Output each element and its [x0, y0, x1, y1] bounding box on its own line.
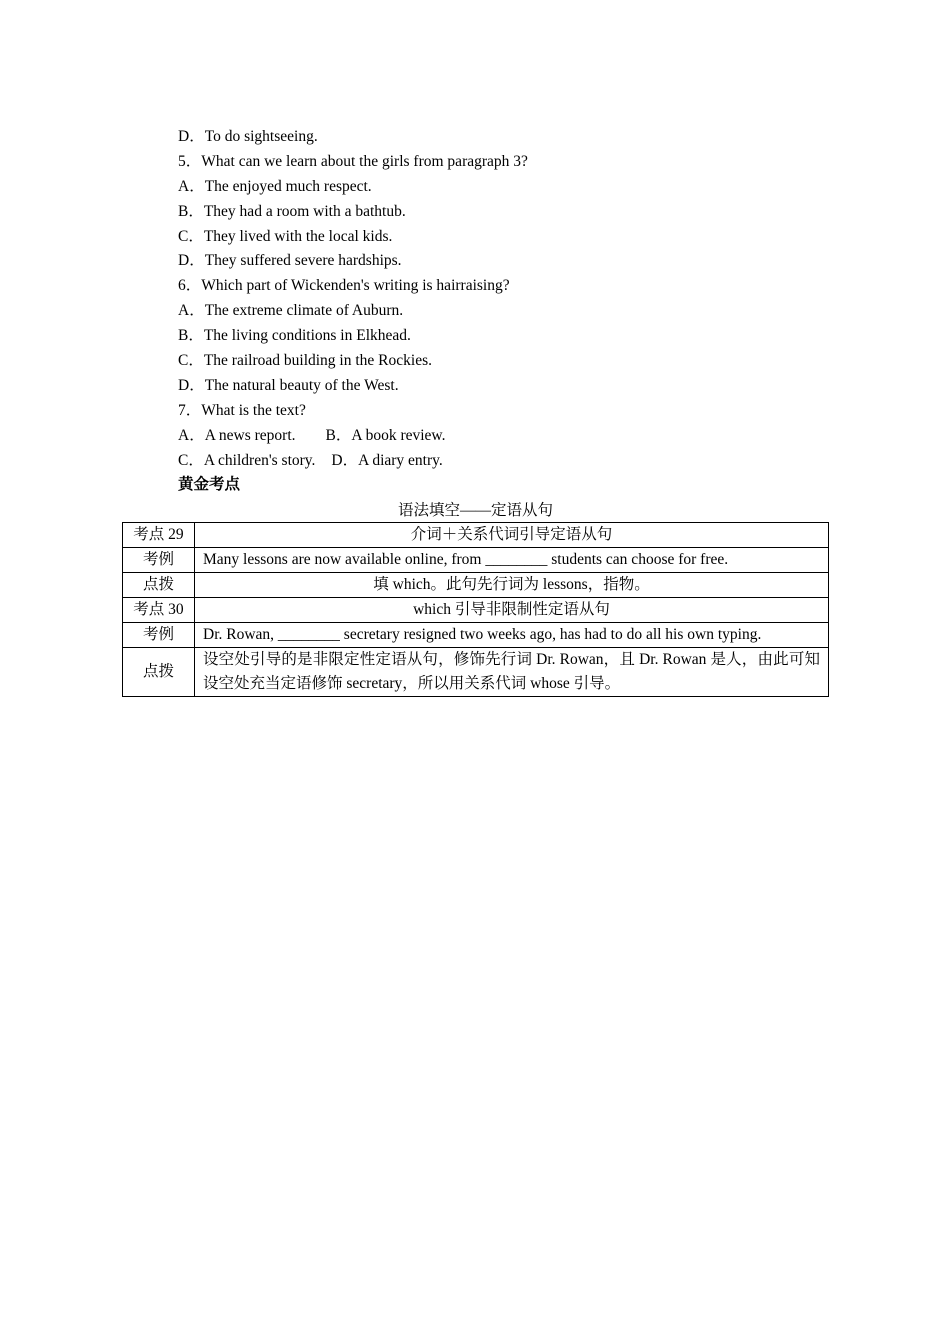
table-row	[123, 648, 829, 697]
q6-option-a: A．The extreme climate of Auburn.	[178, 302, 404, 320]
tip-text: 设空处引导的是非限定性定语从句，修饰先行词 Dr. Rowan，且 Dr. Rowan 是人，由此可知设空处充当定语修饰 secretary，所以用关系代词 whose 引导。	[195, 648, 829, 697]
q7-option-d: D．A diary entry.	[331, 451, 443, 469]
q5-stem: 5．What can we learn about the girls from paragraph 3?	[178, 152, 528, 170]
tip-text: 填 which。此句先行词为 lessons，指物。	[195, 573, 829, 598]
q7-option-a: A．A news report.	[178, 426, 296, 444]
q5-option-d: D．They suffered severe hardships.	[178, 252, 402, 270]
table-row	[123, 623, 829, 648]
table-row	[123, 523, 829, 548]
point-label: 考点 29	[123, 523, 195, 548]
point-label: 考点 30	[123, 598, 195, 623]
point-topic: 介词＋关系代词引导定语从句	[195, 523, 829, 548]
q7-options-row-2	[178, 449, 828, 474]
point-topic: which 引导非限制性定语从句	[195, 598, 829, 623]
q6-option-d: D．The natural beauty of the West.	[178, 376, 399, 394]
grammar-table	[122, 522, 829, 697]
q6-option-b: B．The living conditions in Elkhead.	[178, 327, 411, 345]
q5-option-a: A．The enjoyed much respect.	[178, 177, 372, 195]
table-row	[123, 548, 829, 573]
q6-option-c: C．The railroad building in the Rockies.	[178, 352, 432, 370]
example-sentence: Many lessons are now available online, from ________ students can choose for free.	[195, 548, 829, 573]
section-heading: 黄金考点	[178, 476, 241, 494]
tip-label: 点拨	[123, 648, 195, 697]
question-list	[178, 125, 828, 498]
tip-label: 点拨	[123, 573, 195, 598]
table-title: 语法填空——定语从句	[397, 502, 553, 519]
example-label: 考例	[123, 623, 195, 648]
q7-stem: 7．What is the text?	[178, 401, 306, 419]
q5-option-b: B．They had a room with a bathtub.	[178, 202, 406, 220]
q4-option-d: D．To do sightseeing.	[178, 128, 318, 145]
table-row	[123, 573, 829, 598]
q7-option-b: B．A book review.	[325, 426, 446, 444]
table-row	[123, 598, 829, 623]
q7-option-c: C．A children's story.	[178, 451, 316, 469]
example-label: 考例	[123, 548, 195, 573]
example-sentence: Dr. Rowan, ________ secretary resigned two weeks ago, has had to do all his own typing.	[195, 623, 829, 648]
q7-options-row-1	[178, 424, 828, 449]
q6-stem: 6．Which part of Wickenden's writing is hairraising?	[178, 277, 510, 295]
q5-option-c: C．They lived with the local kids.	[178, 227, 393, 245]
